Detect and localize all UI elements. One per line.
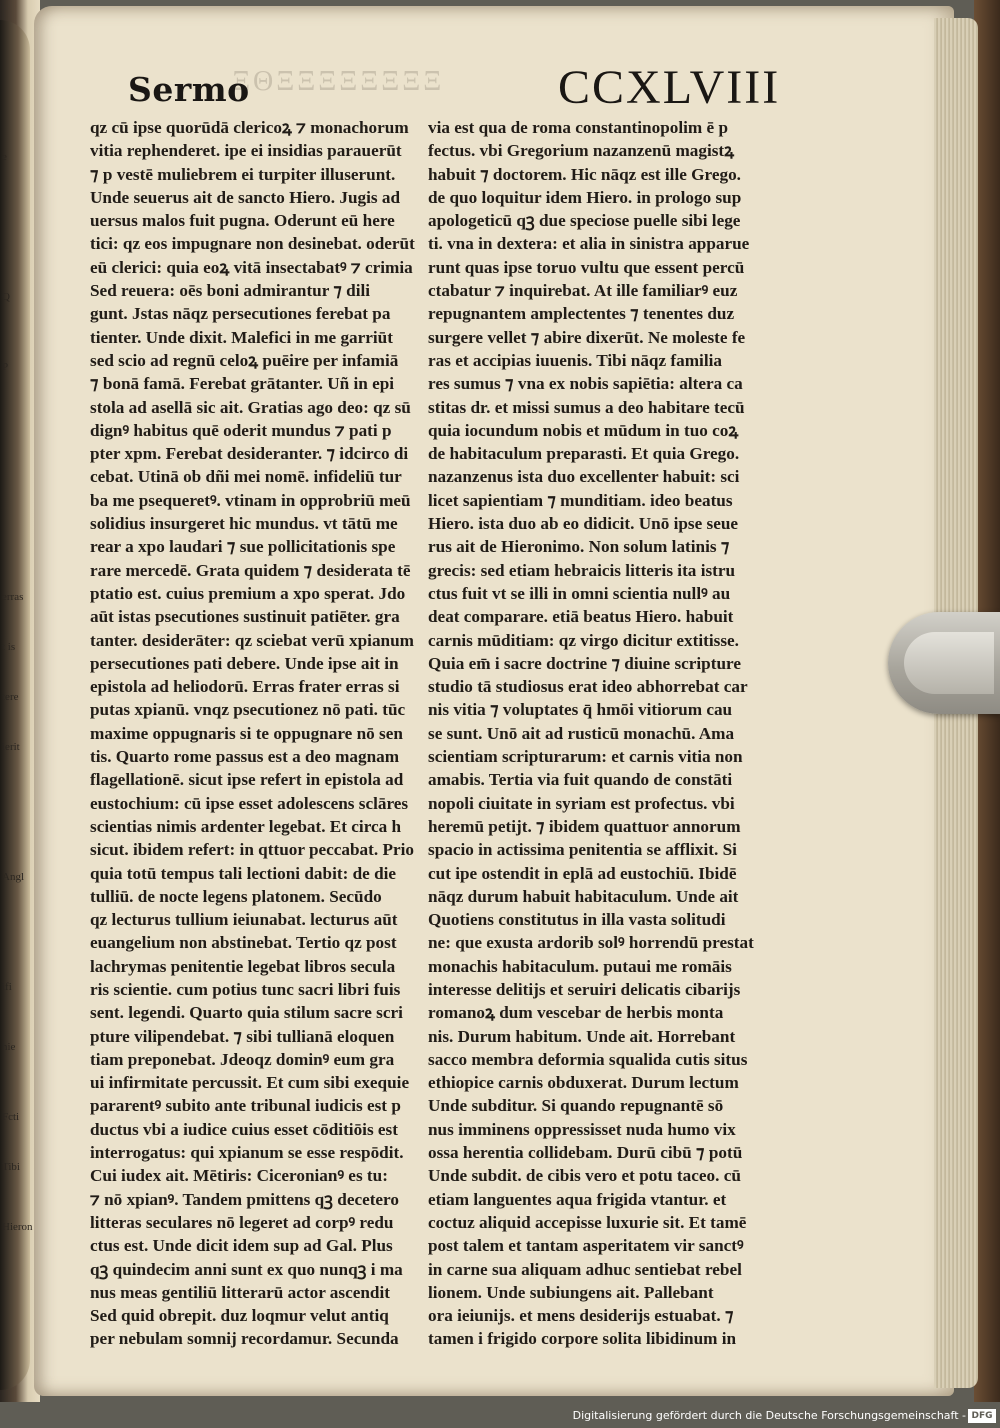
running-head: Sermo — [128, 70, 250, 109]
left-column-line: tiam preponebat. Jdeoqz dominꝰ eum gra — [90, 1049, 395, 1069]
adjacent-page-fragment: ifi — [2, 981, 12, 993]
digitization-credit: Digitalisierung gefördert durch die Deutsche Forschungsgemeinschaft - — [572, 1409, 966, 1422]
right-column-line: etiam languentes aqua frigida vtantur. et — [428, 1189, 727, 1209]
left-column-line: litteras seculares nō legeret ad corpꝰ redu — [90, 1212, 394, 1232]
right-column-line: quia iocundum nobis et mūdum in tuo coꝝ — [428, 420, 739, 440]
right-column-line: lionem. Unde subiungens ait. Pallebant — [428, 1282, 714, 1302]
left-column-line: ba me psequeretꝰ. vtinam in opprobriū meū — [90, 490, 411, 510]
left-column-line: per nebulam somnij recordamur. Secunda — [90, 1329, 399, 1349]
right-column-line: heremū petijt. ⁊ ibidem quattuor annorum — [428, 816, 741, 836]
adjacent-page-fragment: Fcti — [2, 1111, 20, 1123]
right-column-line: Quia em̄ i sacre doctrine ⁊ diuine scripture — [428, 653, 741, 673]
left-column-line: scientias nimis ardenter legebat. Et circa h — [90, 816, 402, 836]
right-column-line: se sunt. Unō ait ad rusticū monachū. Ama — [428, 723, 735, 743]
dfg-logo: DFG — [968, 1409, 996, 1423]
right-column-line: tamen i frigido corpore solita libidinum in — [428, 1329, 737, 1349]
right-column-line: nazanzenus ista duo excellenter habuit: sci — [428, 467, 740, 487]
right-column-line: rus ait de Hieronimo. Non solum latinis ⁊ — [428, 537, 730, 557]
left-column-line: ductus vbi a iudice cuius esset cōditiōis est — [90, 1119, 398, 1139]
adjacent-page-fragment: Tibi — [2, 1161, 20, 1173]
right-column-line: res sumus ⁊ vna ex nobis sapiētia: altera ca — [428, 374, 743, 394]
left-column-line: qz cū ipse quorūdā clericoꝝ ⁊ monachorum — [90, 118, 409, 137]
right-column-line: scientiam scripturarum: et carnis vitia non — [428, 747, 743, 767]
right-column-line: runt quas ipse toruo vultu que essent percū — [428, 257, 745, 277]
right-column-line: Quotiens constitutus in illa vasta solitudi — [428, 910, 726, 930]
right-column-line: ctus fuit vt se illi in omni scientia nullꝰ au — [428, 583, 731, 603]
adjacent-page-fragment: hie — [2, 1041, 16, 1053]
right-column-line: coctuz aliquid accepisse luxurie sit. Et tamē — [428, 1212, 747, 1232]
left-column-line: tici: qz eos impugnare non desinebat. oderūt — [90, 234, 415, 254]
right-column-line: Hiero. ista duo ab eo didicit. Unō ipse seue — [428, 514, 739, 534]
right-column-line: ossa herentia collidebam. Durū cibū ⁊ potū — [428, 1143, 743, 1163]
left-column-line: flagellationē. sicut ipse refert in epistola ad — [90, 770, 404, 790]
book-clasp — [888, 612, 1000, 714]
right-column-line: repugnantem amplectentes ⁊ tenentes duz — [428, 304, 735, 324]
right-column-line: spacio in actissima penitentia se afflixit. Si — [428, 840, 737, 860]
right-column-line: ethiopice carnis obduxerat. Durum lectum — [428, 1073, 739, 1093]
left-column-line: ptatio est. cuius premium a xpo sperat. Jdo — [90, 583, 406, 603]
left-column-line: maxime oppugnaris si te oppugnare nō sen — [90, 723, 403, 743]
adjacent-page-fragment: e — [2, 151, 7, 163]
right-column-line: de quo loquitur idem Hiero. in prologo sup — [428, 187, 742, 207]
right-column-line: ras et accipias iuuenis. Tibi nāqz familia — [428, 350, 722, 370]
folio-number: CCXLVIII — [558, 61, 781, 114]
right-column-line: Unde subditur. Si quando repugnantē sō — [428, 1096, 724, 1116]
left-column-line: solidius insurgeret hic mundus. vt tātū me — [90, 514, 398, 534]
left-column-line: putas xpianū. vnqz psecutionez nō pati. tūc — [90, 700, 406, 720]
left-column-line: ⁊ bonā famā. Ferebat grātanter. Uñ in epi — [90, 374, 395, 394]
adjacent-page-fragment: erras — [2, 591, 24, 603]
adjacent-page-fragment: Q — [2, 291, 10, 303]
right-column-line: licet sapientiam ⁊ munditiam. ideo beatus — [428, 490, 733, 510]
right-column-line: romanoꝝ dum vescebar de herbis monta — [428, 1003, 724, 1023]
left-column-line: cebat. Utinā ob dñi mei nomē. infideliū tur — [90, 467, 402, 487]
left-column-line: vitia rephenderet. ipe ei insidias parauerūt — [90, 141, 402, 161]
right-column-line: apologeticū qꝫ due speciose puelle sibi lege — [428, 211, 741, 231]
right-column-line: in carne sua aliquam adhuc sentiebat rebel — [428, 1259, 742, 1279]
left-column-line: pture vilipendebat. ⁊ sibi tullianā eloquen — [90, 1026, 395, 1046]
left-column-line: sed scio ad regnū celoꝝ puēire per infamiā — [90, 350, 399, 370]
right-column-line: deat comparare. etiā beatus Hiero. habuit — [428, 607, 734, 627]
right-column-line: ne: que exusta ardorib solꝰ horrendū prestat — [428, 933, 754, 953]
right-column-line: carnis mūditiam: qz virgo dicitur extitisse. — [428, 630, 739, 650]
right-column-line: interesse delitijs et seruiri delicatis cibarijs — [428, 979, 741, 999]
right-column-line: post talem et tantam asperitatem vir sanctꝰ — [428, 1236, 744, 1256]
left-column-line: aūt istas psecutiones sustinuit patiēter. gra — [90, 607, 400, 627]
left-column-line: ⁊ p vestē muliebrem ei turpiter illuserunt. — [90, 164, 396, 184]
left-column-line: qꝫ quindecim anni sunt ex quo nunqꝫ i ma — [90, 1259, 403, 1279]
right-column-line: monachis habitaculum. putaui me romāis — [428, 956, 732, 976]
left-column-line: euangelium non abstinebat. Tertio qz post — [90, 933, 397, 953]
left-column-line: nus meas gentiliū litterarū actor ascendit — [90, 1282, 390, 1302]
left-column-line: quia totū tempus tali lectioni dabit: de die — [90, 863, 397, 883]
left-column-line: rear a xpo laudari ⁊ sue pollicitationis spe — [90, 537, 396, 557]
left-column-line: tulliū. de nocte legens platonem. Secūdo — [90, 886, 382, 906]
left-column-line: ris scientie. cum potius tunc sacri libri fuis — [90, 979, 401, 999]
right-column-line: studio tā studiosus erat ideo abhorrebat car — [428, 677, 748, 697]
left-column-line: interrogatus: qui xpianum se esse respōdit. — [90, 1143, 404, 1163]
show-through-text: ΞΘΞΞΞΞΞΞΞΞ — [232, 66, 445, 97]
left-column-line: pararentꝰ subito ante tribunal iudicis est p — [90, 1096, 401, 1116]
left-column-line: Sed quid obrepit. duz loqmur velut antiq — [90, 1306, 389, 1326]
left-column-line: tanter. desiderāter: qz sciebat verū xpianum — [90, 630, 414, 650]
right-column-line: nāqz durum habuit habitaculum. Unde ait — [428, 886, 739, 906]
left-column-line: eustochium: cū ipse esset adolescens sclāres — [90, 793, 409, 813]
adjacent-page-fragment: tere — [2, 691, 19, 703]
right-column-line: cut ipe ostendit in eplā ad eustochiū. Ibidē — [428, 863, 737, 883]
left-column-line: eū clerici: quia eoꝝ vitā insectabatꝰ ⁊ crimia — [90, 257, 413, 277]
right-column-line: surgere vellet ⁊ abire dixerūt. Ne moleste fe — [428, 327, 746, 347]
right-column-line: stitas dr. et missi sumus a deo habitare tecū — [428, 397, 745, 417]
right-column-line: ti. vna in dextera: et alia in sinistra apparue — [428, 234, 750, 254]
right-column-line: sacco membra deformia squalida cutis situs — [428, 1049, 748, 1069]
left-column-line: sent. legendi. Quarto quia stilum sacre scri — [90, 1003, 403, 1023]
right-column-line: amabis. Tertia via fuit quando de constāti — [428, 770, 733, 790]
left-column-line: rare mercedē. Grata quidem ⁊ desiderata tē — [90, 560, 411, 580]
text-column-left — [90, 116, 426, 1351]
right-column-line: de habitaculum preparasti. Et quia Grego. — [428, 444, 740, 464]
left-column-line: epistola ad heliodorū. Erras frater erras si — [90, 677, 400, 697]
left-column-line: pter xpm. Ferebat desideranter. ⁊ idcirco di — [90, 444, 409, 464]
left-column-line: tis. Quarto rome passus est a deo magnam — [90, 747, 400, 767]
left-column-line: stola ad asellā sic ait. Gratias ago deo: qz sū — [90, 397, 411, 417]
left-column-line: persecutiones pati debere. Unde ipse ait in — [90, 653, 399, 673]
left-column-line: tienter. Unde dixit. Malefici in me garriūt — [90, 327, 393, 347]
text-column-right — [428, 116, 794, 1351]
right-column-line: Unde subdit. de cibis vero et potu taceo. cū — [428, 1166, 741, 1186]
left-column-line: Sed reuera: oēs boni admirantur ⁊ dili — [90, 281, 371, 301]
book-clasp-inner — [904, 632, 994, 694]
right-column-line: grecis: sed etiam hebraicis litteris ita istru — [428, 560, 736, 580]
right-column-line: ora ieiunijs. et mens desiderijs estuabat. ⁊ — [428, 1306, 734, 1326]
left-column-line: ctus est. Unde dicit idem sup ad Gal. Plus — [90, 1236, 393, 1256]
right-column-line: nus imminens oppressisset nuda humo vix — [428, 1119, 736, 1139]
left-column-line: ⁊ nō xpianꝰ. Tandem pmittens qꝫ decetero — [90, 1189, 399, 1209]
adjacent-page-curl — [0, 20, 33, 1390]
right-column-line: ctabatur ⁊ inquirebat. At ille familiarꝰ euz — [428, 281, 738, 301]
left-column-line: qz lecturus tullium ieiunabat. lecturus aūt — [90, 910, 398, 930]
left-column-line: ui infirmitate percussit. Et cum sibi exequie — [90, 1073, 410, 1093]
adjacent-page-fragment: P — [2, 361, 9, 373]
right-column-line: nopoli ciuitate in syriam est profectus. vbi — [428, 793, 735, 813]
right-column-line: nis. Durum habitum. Unde ait. Horrebant — [428, 1026, 736, 1046]
adjacent-page-fragment: t is — [2, 641, 16, 653]
left-column-line: lachrymas penitentie legebat libros secula — [90, 956, 396, 976]
right-column-line: nis vitia ⁊ voluptates q̄ hmōi vitiorum cau — [428, 700, 733, 720]
right-column-line: habuit ⁊ doctorem. Hic nāqz est ille Grego. — [428, 164, 741, 184]
adjacent-page-fragment: ierit — [2, 741, 20, 753]
adjacent-page-fragment: Hieron — [2, 1221, 33, 1233]
left-column-line: Cui iudex ait. Mētiris: Ciceronianꝰ es tu: — [90, 1166, 388, 1186]
right-column-line: via est qua de roma constantinopolim ē p — [428, 118, 729, 137]
left-column-line: gunt. Jstas nāqz persecutiones ferebat pa — [90, 304, 391, 324]
left-column-line: Unde seuerus ait de sancto Hiero. Jugis ad — [90, 187, 401, 207]
adjacent-page-fragment: Angl — [2, 871, 24, 883]
left-column-line: sicut. ibidem refert: in qttuor peccabat. Prio — [90, 840, 414, 860]
left-column-line: dignꝰ habitus quē oderit mundus ⁊ pati p — [90, 420, 392, 440]
left-column-line: uersus malos fuit pugna. Oderunt eū here — [90, 211, 395, 231]
right-column-line: fectus. vbi Gregorium nazanzenū magistꝝ — [428, 141, 735, 161]
